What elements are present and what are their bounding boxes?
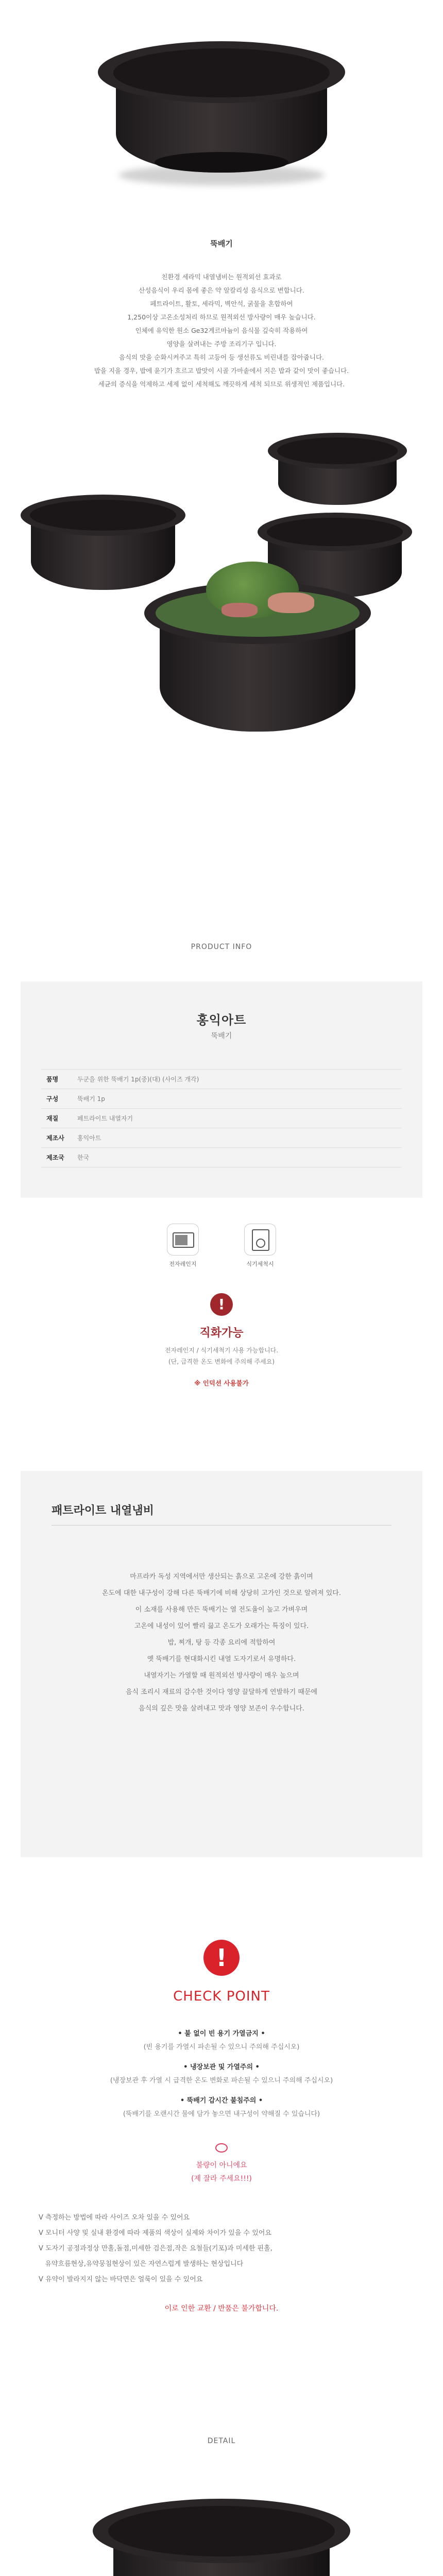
- intro-line: 영양을 살려내는 주방 조리기구 입니다.: [166, 340, 277, 348]
- caution-item: V 측정하는 방법에 따라 사이즈 오차 있을 수 있어요: [39, 2214, 190, 2222]
- intro-line: 인체에 유익한 원소 Ge32게르마늄이 음식물 깊숙히 작용하여: [135, 327, 308, 334]
- feature-title: 패트라이트 내열냄비: [52, 1504, 154, 1517]
- info-value: 뚝배기 1p: [77, 1095, 105, 1103]
- caution-item: V 유약이 발라지지 않는 바닥면은 얼룩이 있을 수 있어요: [39, 2276, 203, 2283]
- checkpoint-section: [0, 2027, 443, 2054]
- detail-bowl-photo: [93, 2499, 350, 2576]
- feature-line: 밥, 찌개, 탕 등 각종 요리에 적합하여: [167, 1639, 276, 1647]
- checkpoint-icon: !: [203, 1940, 240, 1976]
- feature-line: 온도에 대한 내구성이 강해 다른 뚝배기에 비해 상당히 고가인 것으로 알려져 있다.: [101, 1589, 341, 1597]
- intro-line: 친환경 세라믹 내열냄비는 원적외선 효과로: [161, 273, 282, 281]
- intro-line: 페트라이트, 활토, 세라믹, 벽안석, 굵물을 혼합하여: [150, 300, 293, 308]
- intro-text: [0, 270, 443, 391]
- intro-title: 뚝배기: [210, 239, 233, 248]
- feature-text: [21, 1569, 422, 1717]
- warning-icon: !: [210, 1293, 233, 1316]
- caution-list: [39, 2210, 430, 2287]
- table-row: [41, 1148, 402, 1167]
- info-value: 홍익아트: [77, 1134, 101, 1142]
- intro-line: 세균의 증식을 억제하고 세제 없이 세척해도 깨끗하게 세척 되므로 위생적인 제품입니다.: [98, 380, 345, 388]
- product-info-table: [41, 1069, 402, 1167]
- microwave-label: 전자레인지: [169, 1261, 197, 1267]
- table-row: [41, 1109, 402, 1128]
- hero-image: [0, 0, 443, 206]
- brand-subtitle: 뚝배기: [211, 1032, 232, 1040]
- direct-fire-title: 직화가능: [199, 1327, 244, 1340]
- intro-line: 음식의 맛을 순화시켜주고 특히 고등어 등 생선류도 비린내를 잡아줍니다.: [118, 353, 324, 361]
- caution-item: V 도자기 공정과정상 만홀,돌점,미세한 검은점,작은 요철들(기포)과 미세한 핀홀,: [39, 2245, 272, 2252]
- table-row: [41, 1089, 402, 1109]
- bubble-icon: [215, 2143, 228, 2153]
- pink-line: (제 잘라 주세요!!!): [191, 2175, 252, 2183]
- feature-line: 이 소재를 사용해 만든 뚝배기는 열 전도율이 높고 가벼우며: [135, 1606, 308, 1614]
- feature-box: [21, 1471, 422, 1857]
- dishwasher-icon: [244, 1224, 276, 1256]
- feature-line: 음식 조리시 재료의 감수한 것이다 영양 끌달하게 연발하기 때문에: [125, 1688, 318, 1696]
- checkpoint-section: [0, 2094, 443, 2121]
- info-value: 페트라이트 내열자기: [77, 1115, 133, 1122]
- checkpoint-heading: • 뚝배기 갑시간 불침주의 •: [180, 2097, 263, 2105]
- checkpoint-desc: (뚝배기를 오랜시간 물에 담가 놓으면 내구성이 약해질 수 있습니다): [123, 2110, 320, 2118]
- no-return-note: 이로 인한 교환 / 반품은 불가합니다.: [164, 2304, 279, 2313]
- detail-label: DETAIL: [207, 2437, 236, 2445]
- dishwasher-label: 식기세척시: [246, 1261, 274, 1267]
- feature-line: 고온에 내성이 있어 빨리 끓고 온도가 오래가는 특징이 있다.: [134, 1622, 309, 1630]
- info-key: 품명: [46, 1076, 59, 1083]
- feature-line: 음식의 깊은 맛을 살려내고 맛과 영양 보존이 우수합니다.: [139, 1705, 304, 1713]
- warning-line: 전자레인지 / 식기세척기 사용 가능합니다.: [164, 1347, 279, 1354]
- info-value: 두군을 위한 뚝배기 1p(중)(대) (사이즈 개각): [77, 1076, 199, 1083]
- info-value: 한국: [77, 1154, 90, 1161]
- info-key: 구성: [46, 1095, 59, 1103]
- info-key: 제조국: [46, 1154, 64, 1161]
- hero-bowl: [98, 41, 345, 185]
- intro-line: 밥을 지을 경우, 밥에 윤기가 흐르고 밥맛이 시골 가마솥에서 지은 밥과 같이 맛이 좋습니다.: [94, 367, 349, 375]
- checkpoint-heading: • 냉장보관 및 가열주의 •: [183, 2063, 260, 2071]
- not-defect-note: [0, 2159, 443, 2185]
- pink-line: 불량이 아니에요: [196, 2161, 247, 2170]
- intro-line: 산성음식이 우리 몸에 좋은 약 알칼리성 음식으로 변합니다.: [139, 286, 304, 294]
- dishwasher-badge: [242, 1224, 278, 1268]
- checkpoint-title: CHECK POINT: [173, 1989, 270, 2004]
- feature-line: 옛 뚝배기를 현대화시킨 내열 도자기로서 유명하다.: [147, 1655, 296, 1663]
- checkpoint-heading: • 불 없이 빈 용기 가열금지 •: [178, 2030, 265, 2038]
- info-key: 제조사: [46, 1134, 64, 1142]
- table-row: [41, 1128, 402, 1148]
- intro-line: 1,250이상 고온소성처리 하므로 원적외선 방사량이 매우 높습니다.: [127, 313, 316, 321]
- microwave-icon: [167, 1224, 199, 1256]
- caution-item: V 모니터 사양 및 실내 환경에 따라 제품의 색상이 실제와 차이가 있을 수 있어요: [39, 2229, 271, 2237]
- checkpoint-desc: (냉장보관 후 가열 시 급격한 온도 변화로 파손될 수 있으니 주의해 주십시오): [110, 2077, 333, 2084]
- caution-item: 유약흐름현상,유약뭉침현상이 있은 자연스럽게 발생하는 현상입니다: [39, 2260, 244, 2268]
- table-row: [41, 1070, 402, 1089]
- checkpoint-desc: (빈 용기를 가열시 파손될 수 있으니 주의해 주십시오): [143, 2043, 300, 2051]
- microwave-badge: [165, 1224, 201, 1268]
- feature-line: 내열자기는 가열할 때 원적외선 방사량이 매우 높으며: [144, 1672, 299, 1680]
- product-info-label: PRODUCT INFO: [191, 943, 252, 951]
- feature-line: 마프라카 독성 지역에서만 생산되는 흙으로 고온에 강한 흙이며: [130, 1573, 313, 1581]
- warning-line: (단, 급격한 온도 변화에 주의해 주세요): [168, 1358, 275, 1365]
- warning-lines: [0, 1345, 443, 1367]
- brand-name: 홍익아트: [196, 1013, 247, 1027]
- checkpoint-section: [0, 2061, 443, 2088]
- induction-note: ※ 인덕션 사용불가: [194, 1379, 249, 1387]
- product-info-box: [21, 981, 422, 1198]
- info-key: 재질: [46, 1115, 59, 1122]
- stacked-bowls-photo: [0, 422, 443, 793]
